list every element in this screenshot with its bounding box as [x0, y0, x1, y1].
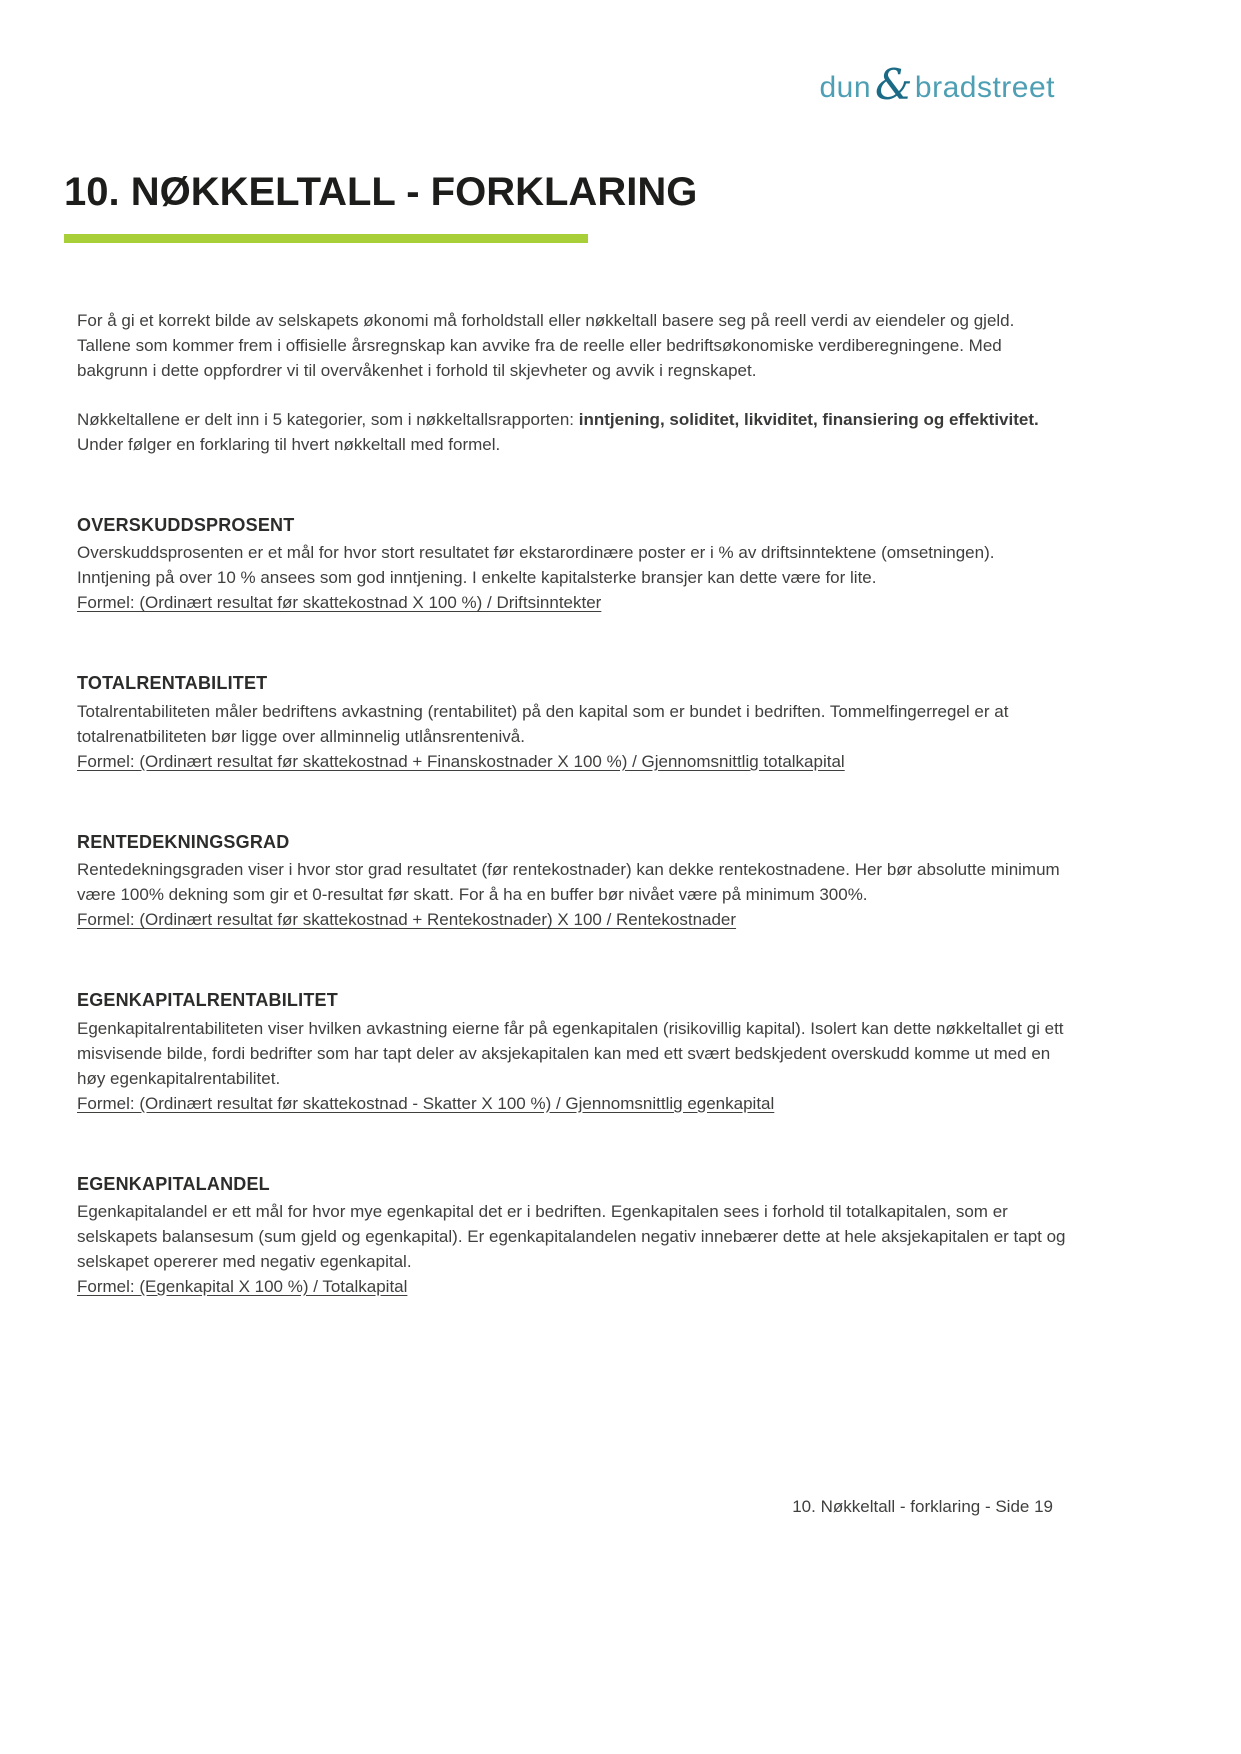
section-heading: EGENKAPITALRENTABILITET — [77, 990, 338, 1011]
section-formula: Formel: (Egenkapital X 100 %) / Totalkapital — [77, 1276, 408, 1296]
section-egenkapitalandel — [77, 1171, 1072, 1300]
intro-paragraph-1: For å gi et korrekt bilde av selskapets økonomi må forholdstall eller nøkkeltall basere seg på reell verdi av eiendeler og gjeld. Tallene som kommer frem i offisielle årsregnskap kan avvike fra de reelle eller bedriftsøkonomiske verdiberegningene. Med bakgrunn i dette oppfordrer vi til overvåkenhet i forhold til skjevheter og avvik i regnskapet. — [77, 311, 1015, 380]
section-formula: Formel: (Ordinært resultat før skattekostnad + Rentekostnader) X 100 / Rentekostnader — [77, 910, 737, 930]
logo-ampersand-icon: & — [875, 60, 913, 109]
page-footer: 10. Nøkkeltall - forklaring - Side 19 — [792, 1497, 1053, 1516]
section-body: Egenkapitalrentabiliteten viser hvilken avkastning eierne får på egenkapitalen (risikovillig kapital). Isolert kan dette nøkkeltallet gi ett misvisende bilde, fordi bedrifter som har tapt deler av aksjekapitalen kan med ett svært bedskjedent overskudd komme ut med en høy egenkapitalrentabilitet. — [77, 1018, 1064, 1088]
section-formula: Formel: (Ordinært resultat før skattekostnad X 100 %) / Driftsinntekter — [77, 593, 602, 613]
dnb-logo — [819, 60, 1055, 109]
intro-paragraph-2-end: Under følger en forklaring til hvert nøkkeltall med formel. — [77, 434, 501, 454]
title-accent-bar — [64, 234, 588, 243]
section-overskuddsprosent — [77, 512, 1072, 616]
logo-word-bradstreet: bradstreet — [914, 71, 1055, 104]
section-formula: Formel: (Ordinært resultat før skattekostnad - Skatter X 100 %) / Gjennomsnittlig egenkapital — [77, 1093, 775, 1113]
section-body: Totalrentabiliteten måler bedriftens avkastning (rentabilitet) på den kapital som er bundet i bedriften. Tommelfingerregel er at totalrenatbiliteten bør ligge over allminnelig utlånsrentenivå. — [77, 701, 1009, 746]
section-rentedekningsgrad — [77, 829, 1072, 933]
intro-paragraph-2-start: Nøkkeltallene er delt inn i 5 kategorier, som i nøkkeltallsrapporten: — [77, 409, 579, 429]
page-content — [77, 309, 1072, 1300]
section-body: Egenkapitalandel er ett mål for hvor mye egenkapital det er i bedriften. Egenkapitalen sees i forhold til totalkapitalen, som er selskapets balansesum (sum gjeld og egenkapital). Er egenkapitalandelen negativ innebærer dette at hele aksjekapitalen er tapt og selskapet opererer med negativ egenkapital. — [77, 1201, 1066, 1271]
logo-word-dun: dun — [819, 71, 872, 104]
section-body: Rentedekningsgraden viser i hvor stor grad resultatet (før rentekostnader) kan dekke rentekostnadene. Her bør absolutte minimum være 100% dekning som gir et 0-resultat før skatt. For å ha en buffer bør nivået være på minimum 300%. — [77, 860, 1060, 905]
section-heading: TOTALRENTABILITET — [77, 673, 268, 694]
intro-paragraph-2 — [77, 408, 1072, 458]
section-heading: OVERSKUDDSPROSENT — [77, 514, 295, 535]
section-heading: RENTEDEKNINGSGRAD — [77, 831, 290, 852]
section-body: Overskuddsprosenten er et mål for hvor stort resultatet før ekstarordinære poster er i % av driftsinntektene (omsetningen). Inntjening på over 10 % ansees som god inntjening. I enkelte kapitalsterke bransjer kan dette være for lite. — [77, 543, 995, 588]
section-totalrentabilitet — [77, 670, 1072, 774]
page-title: 10. NØKKELTALL - FORKLARING — [64, 170, 698, 214]
section-egenkapitalrentabilitet — [77, 987, 1072, 1116]
section-formula: Formel: (Ordinært resultat før skattekostnad + Finanskostnader X 100 %) / Gjennomsnittlig totalkapital — [77, 751, 845, 771]
section-heading: EGENKAPITALANDEL — [77, 1173, 270, 1194]
intro-paragraph-2-categories: inntjening, soliditet, likviditet, finansiering og effektivitet. — [578, 409, 1039, 429]
